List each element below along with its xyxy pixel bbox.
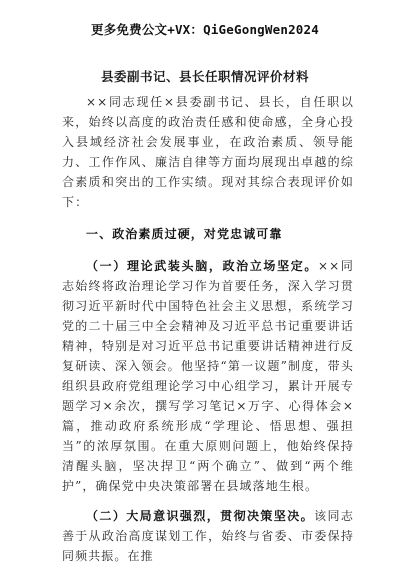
promo-banner: 更多免费公文+VX：QiGeGongWen2024 — [91, 22, 319, 37]
intro-paragraph: ××同志现任×县委副书记、县长，自任职以来，始终以高度的政治责任感和使命感，全身心投入县域经济社会发展事业，在政治素质、领导能力、工作作风、廉洁自律等方面均展现出卓越的综合素质和突出的工作实绩。现对其综合表现评价如下： — [62, 95, 354, 209]
subsection-lead-1: （一）理论武装头脑，政治立场坚定。 — [86, 259, 319, 273]
section-heading-1: 一、政治素质过硬，对党忠诚可靠 — [86, 227, 283, 241]
document-body — [62, 92, 354, 566]
paragraph-gap — [62, 496, 354, 506]
subsection-paragraph-1 — [62, 256, 354, 496]
subsection-paragraph-2 — [62, 506, 354, 566]
subsection-body-2: 该同志善于从政治高度谋划工作，始终与省委、市委保持同频共振。在推 — [62, 509, 354, 563]
subsection-body-1: ××同志始终将政治理论学习作为首要任务，深入学习贯彻习近平新时代中国特色社会主义思想，系统学习党的二十届三中全会精神及习近平总书记重要讲话精神，特别是对习近平总书记重要讲话精神进行反复研读、深入领会。他坚持“第一议题”制度，带头组织县政府党组理论学习中心组学习，累计开展专题学习×余次，撰写学习笔记×万字、心得体会×篇，推动政府系统形成“学理论、悟思想、强担当”的浓厚氛围。在重大原则问题上，他始终保持清醒头脑，坚决捍卫“两个确立”、做到“两个维护”，确保党中央决策部署在县域落地生根。 — [62, 259, 354, 493]
document-title: 县委副书记、县长任职情况评价材料 — [100, 69, 309, 84]
subsection-lead-2: （二）大局意识强烈，贯彻决策坚决。 — [86, 509, 315, 523]
